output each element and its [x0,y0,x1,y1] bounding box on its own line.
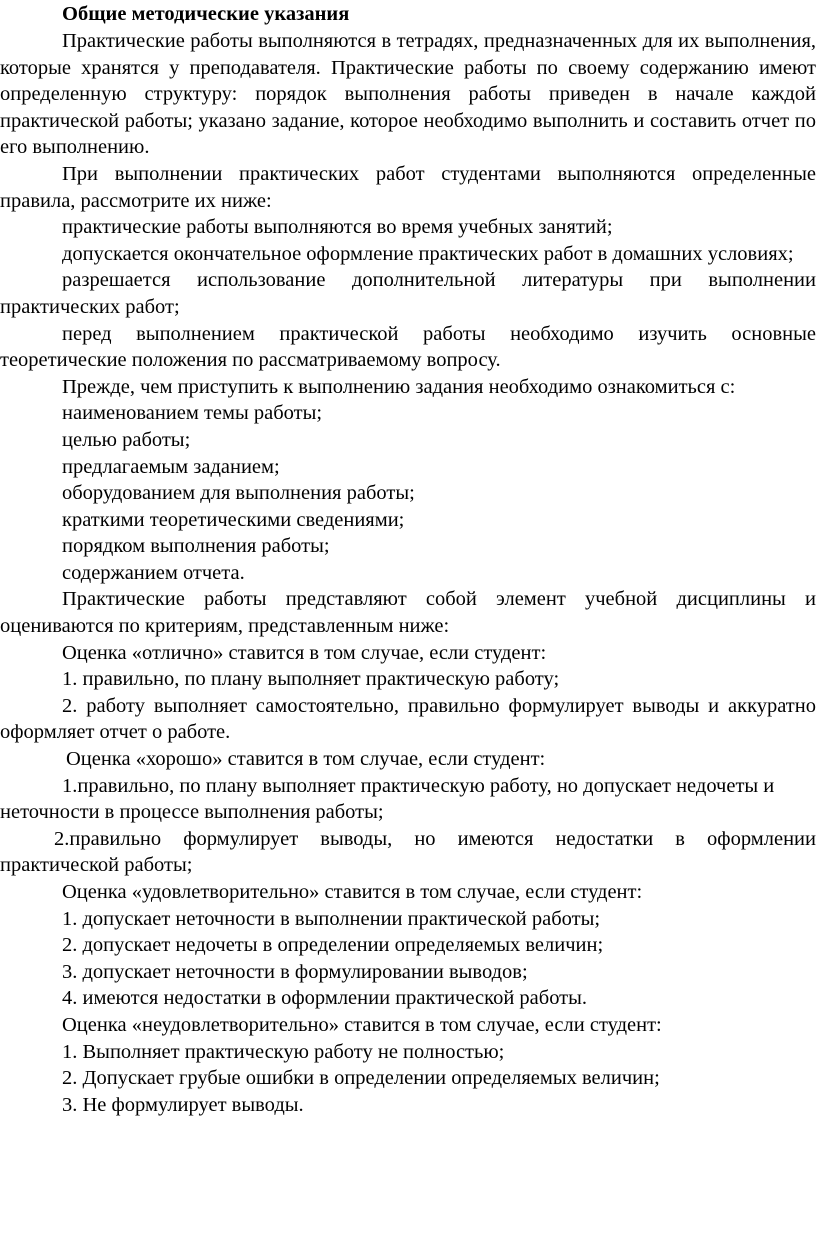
familiarize-item: предлагаемым заданием; [62,455,280,478]
familiarize-item: краткими теоретическими сведениями; [62,508,405,531]
rule-item: перед выполнением практической работы необходимо изучить основные теоретические положения по рассматриваемому вопросу. [0,322,816,372]
criterion-item: 1.правильно, по плану выполняет практическую работу, но допускает недочеты и неточности в процессе выполнения работы; [0,774,775,824]
familiarize-item: наименованием темы работы; [62,402,323,425]
paragraph-before-start: Прежде, чем приступить к выполнению задания необходимо ознакомиться с: [62,375,736,398]
familiarize-item: содержанием отчета. [62,561,245,584]
rule-item: допускается окончательное оформление практических работ в домашних условиях; [62,242,794,265]
grade-unsatisfactory-heading: Оценка «неудовлетворительно» ставится в том случае, если студент: [62,1013,662,1036]
criterion-item: 1. правильно, по плану выполняет практическую работу; [62,668,560,691]
paragraph-rules-intro: При выполнении практических работ студентами выполняются определенные правила, рассмотрите их ниже: [0,162,816,212]
grade-satisfactory-heading: Оценка «удовлетворительно» ставится в том случае, если студент: [62,881,643,903]
paragraph-intro: Практические работы выполняются в тетрадях, предназначенных для их выполнения, которые хранятся у преподавателя. Практические работы по своему содержанию имеют определенную структуру: порядок выполнения работы приведен в начале каждой практической работы; указано задание, которое необходимо выполнить и составить отчет по его выполнению. [0,30,816,159]
criterion-item: 1. Выполняет практическую работу не полностью; [62,1040,505,1063]
criterion-item: 3. допускает неточности в формулировании выводов; [62,960,528,983]
rule-item: разрешается использование дополнительной литературы при выполнении практических работ; [0,269,816,318]
criterion-item: 2. допускает недочеты в определении определяемых величин; [62,934,604,957]
criterion-item: 1. допускает неточности в выполнении практической работы; [62,907,601,930]
familiarize-item: оборудованием для выполнения работы; [62,482,415,505]
criterion-item: 3. Не формулирует выводы. [62,1093,304,1116]
paragraph-criteria-intro: Практические работы представляют собой элемент учебной дисциплины и оцениваются по критериям, представленным ниже: [0,588,816,638]
grade-excellent-heading: Оценка «отлично» ставится в том случае, если студент: [62,641,547,664]
document-title: Общие методические указания [62,3,350,25]
grade-good-heading: Оценка «хорошо» ставится в том случае, если студент: [66,748,546,771]
familiarize-item: порядком выполнения работы; [62,535,330,558]
rule-item: практические работы выполняются во время учебных занятий; [62,216,613,239]
criterion-item: 2.правильно формулирует выводы, но имеются недостатки в оформлении практической работы; [0,827,816,877]
criterion-item: 2. Допускает грубые ошибки в определении определяемых величин; [62,1067,660,1090]
familiarize-item: целью работы; [62,428,191,451]
criterion-item: 2. работу выполняет самостоятельно, правильно формулирует выводы и аккуратно оформляет отчет о работе. [0,694,816,744]
criterion-item: 4. имеются недостатки в оформлении практической работы. [62,987,588,1010]
